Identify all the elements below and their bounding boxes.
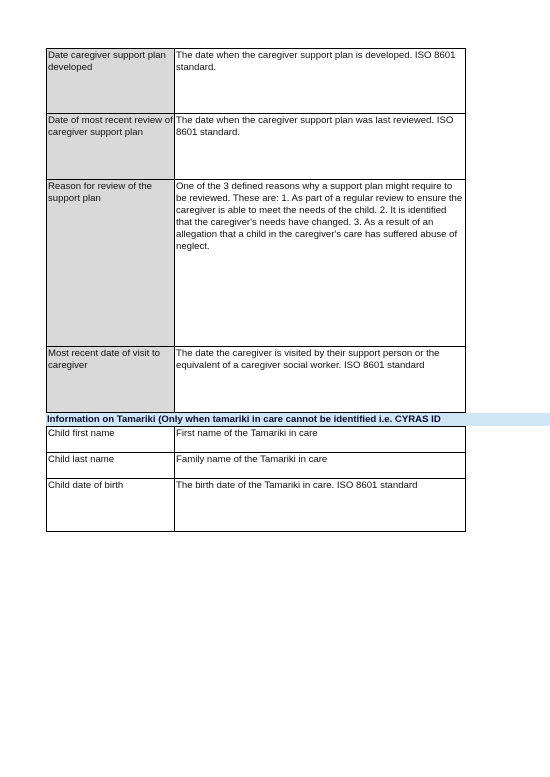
field-description: The date when the caregiver support plan was last reviewed. ISO 8601 standard. xyxy=(176,115,454,138)
table-row xyxy=(47,49,465,114)
field-label: Date caregiver support plan developed xyxy=(47,49,175,113)
table-row xyxy=(47,180,465,347)
field-label: Child first name xyxy=(47,427,175,452)
field-label: Child last name xyxy=(47,453,175,478)
table-row xyxy=(47,114,465,180)
field-label: Reason for review of the support plan xyxy=(47,180,175,346)
field-description: The birth date of the Tamariki in care. ISO 8601 standard xyxy=(176,480,418,491)
field-description: Family name of the Tamariki in care xyxy=(176,454,328,465)
field-label: Date of most recent review of caregiver support plan xyxy=(47,114,175,179)
field-description: First name of the Tamariki in care xyxy=(176,428,318,439)
field-description: The date the caregiver is visited by their support person or the equivalent of a caregiver social worker. ISO 8601 standard xyxy=(176,348,440,371)
field-description: The date when the caregiver support plan is developed. ISO 8601 standard. xyxy=(176,50,456,73)
section-header-tamariki: Information on Tamariki (Only when tamariki in care cannot be identified i.e. CYRAS ID xyxy=(46,413,550,426)
field-label: Child date of birth xyxy=(47,479,175,531)
table-row xyxy=(47,479,465,531)
table-row xyxy=(47,347,465,412)
caregiver-fields-table xyxy=(46,48,466,413)
field-label: Most recent date of visit to caregiver xyxy=(47,347,175,412)
table-row xyxy=(47,453,465,479)
field-description: One of the 3 defined reasons why a support plan might require to be reviewed. These are: 1. As part of a regular review to ensure the caregiver is able to meet the needs of the child. 2. It is identified that the caregiver's needs have changed. 3. As a result of an allegation that a child in the caregiver's care has suffered abuse of neglect. xyxy=(176,181,463,252)
tamariki-fields-table xyxy=(46,426,466,532)
table-row xyxy=(47,427,465,453)
